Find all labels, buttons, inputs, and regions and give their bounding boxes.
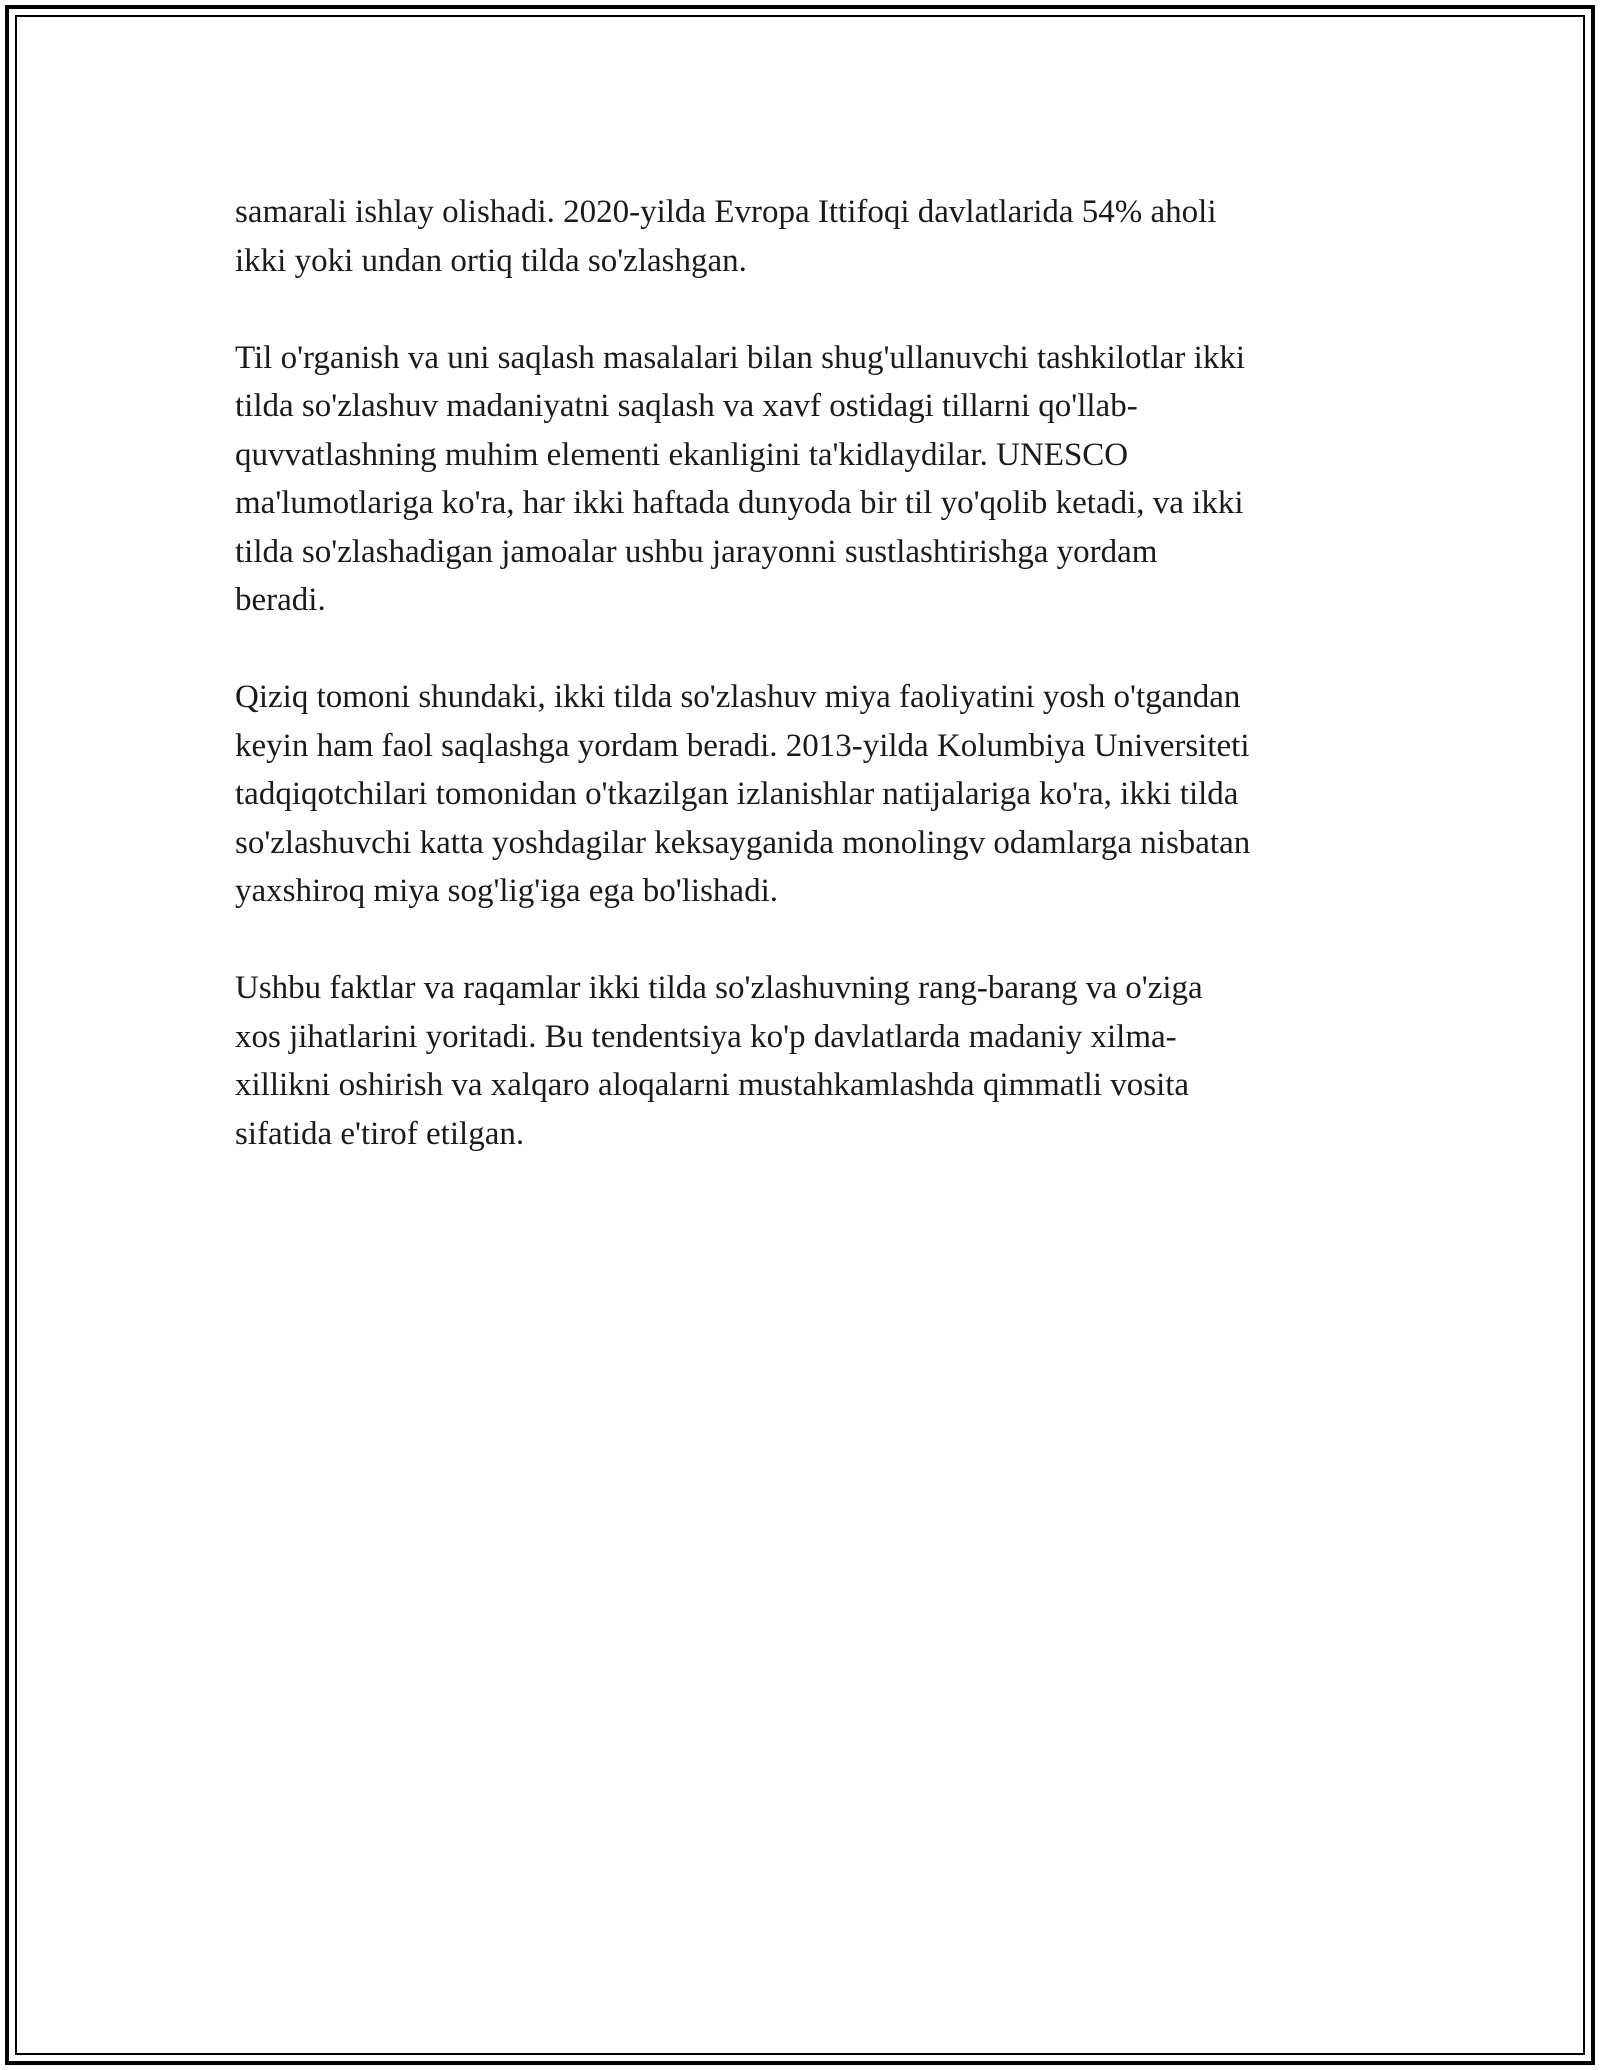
paragraph-2: Til o'rganish va uni saqlash masalalari bilan shug'ullanuvchi tashkilotlar ikki tilda so'zlashuv madaniyatni saqlash va xavf ostidagi tillarni qo'llab- quvvatlashning muhim elementi ekanligini ta'kidlaydilar. UNESCO ma'lumotlariga ko'ra, har ikki haftada dunyoda bir til yo'qolib ketadi, va ikki tilda so'zlashadigan jamoalar ushbu jarayonni sustlashtirishga yordam beradi. [235,339,1246,618]
paragraph-1: samarali ishlay olishadi. 2020-yilda Evropa Ittifoqi davlatlarida 54% aholi ikki yoki undan ortiq tilda so'zlashgan. [235,194,1217,279]
paragraph-3: Qiziq tomoni shundaki, ikki tilda so'zlashuv miya faoliyatini yosh o'tgandan keyin ham faol saqlashga yordam beradi. 2013-yilda Kolumbiya Universiteti tadqiqotchilari tomonidan o'tkazilgan izlanishlar natijalariga ko'ra, ikki tilda so'zlashuvchi katta yoshdagilar keksayganida monolingv odamlarga nisbatan yaxshiroq miya sog'lig'iga ega bo'lishadi. [235,679,1251,909]
document-body [235,188,1385,1207]
paragraph-4: Ushbu faktlar va raqamlar ikki tilda so'zlashuvning rang-barang va o'ziga xos jihatlarini yoritadi. Bu tendentsiya ko'p davlatlarda madaniy xilma- xillikni oshirish va xalqaro aloqalarni mustahkamlashda qimmatli vosita sifatida e'tirof etilgan. [235,970,1203,1152]
